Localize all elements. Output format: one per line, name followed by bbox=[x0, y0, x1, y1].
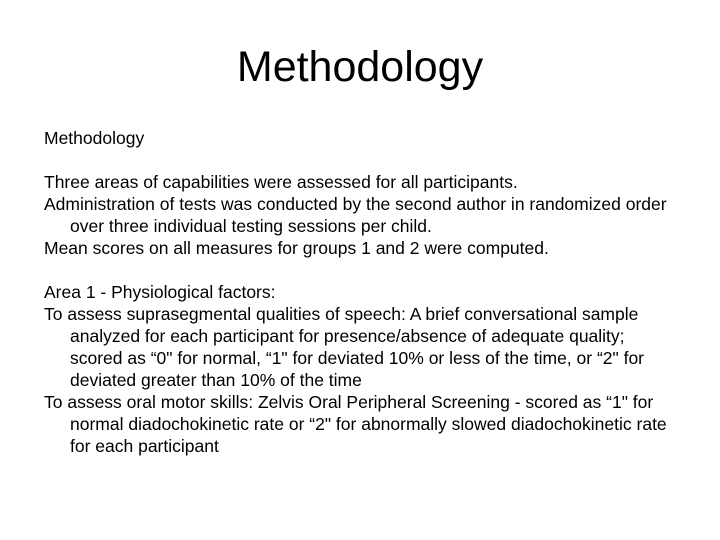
paragraph-spacer bbox=[44, 259, 674, 281]
body-paragraph-oral-motor: To assess oral motor skills: Zelvis Oral Peripheral Screening - scored as “1" for normal diadochokinetic rate or “2" for abnormally slowed diadochokinetic rate for each participant bbox=[44, 392, 667, 456]
slide-title: Methodology bbox=[236, 43, 484, 91]
body-paragraph-suprasegmental: To assess suprasegmental qualities of speech: A brief conversational sample analyzed for each participant for presence/absence of adequate quality; scored as “0" for normal, “1" for deviated 10% or less of the time, or “2" for deviated greater than 10% of the time bbox=[44, 304, 645, 390]
body-paragraph-areas: Three areas of capabilities were assessed for all participants. bbox=[44, 172, 518, 192]
paragraph-spacer bbox=[44, 149, 674, 171]
body-paragraph-mean-scores: Mean scores on all measures for groups 1 and 2 were computed. bbox=[44, 238, 549, 258]
body-paragraph-area1: Area 1 - Physiological factors: bbox=[44, 282, 276, 302]
slide-body bbox=[44, 127, 674, 457]
body-paragraph-administration: Administration of tests was conducted by the second author in randomized order over three individual testing sessions per child. bbox=[44, 194, 667, 236]
body-heading: Methodology bbox=[44, 128, 145, 148]
